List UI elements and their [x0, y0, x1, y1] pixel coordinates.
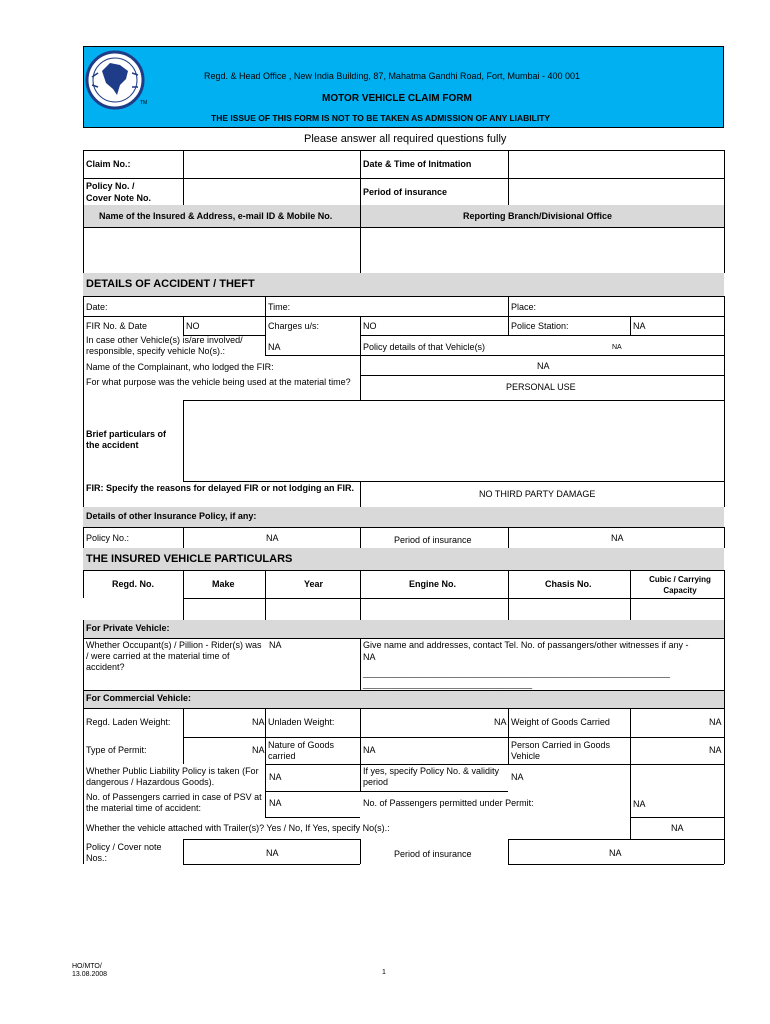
vehicle-year-input[interactable] — [266, 599, 359, 619]
form-date: 13.08.2008 — [72, 971, 108, 978]
intimation-date-label: Date & Time of Initmation — [363, 159, 472, 169]
occupants-value[interactable]: NA — [269, 640, 282, 650]
charges-label: Charges u/s: — [268, 321, 320, 331]
witness-label: Give name and addresses, contact Tel. No. of passangers/other witnesses if any - — [363, 640, 689, 650]
policy-no-input[interactable] — [184, 179, 359, 204]
nature-goods-value[interactable]: NA — [363, 745, 376, 755]
other-vehicle-label: In case other Vehicle(s) is/are involved/ responsible, specify vehicle No(s).: — [86, 335, 243, 356]
policy-no-label: Policy No. / — [86, 181, 135, 191]
police-station-label: Police Station: — [511, 321, 569, 331]
policy-details-label: Policy details of that Vehicle(s) — [363, 342, 486, 352]
col-engine-no: Engine No. — [409, 579, 456, 589]
col-regd-no: Regd. No. — [112, 579, 154, 589]
company-logo — [84, 47, 148, 113]
col-make: Make — [212, 579, 235, 589]
col-chasis-no: Chasis No. — [545, 579, 592, 589]
accident-section-title: DETAILS OF ACCIDENT / THEFT — [86, 278, 255, 290]
cover-note-label: Policy / Cover note Nos.: — [86, 842, 162, 863]
validity-value[interactable]: NA — [511, 772, 524, 782]
claim-no-input[interactable] — [184, 151, 359, 177]
persons-carried-value[interactable]: NA — [709, 745, 722, 755]
police-station-value[interactable]: NA — [633, 321, 646, 331]
policy-details-value[interactable]: NA — [612, 344, 622, 351]
goods-weight-value[interactable]: NA — [709, 717, 722, 727]
accident-time-label: Time: — [268, 302, 291, 312]
other-period-value[interactable]: NA — [611, 533, 624, 543]
liability-disclaimer: THE ISSUE OF THIS FORM IS NOT TO BE TAKEN AS ADMISSION OF ANY LIABILITY — [211, 113, 551, 123]
permit-type-value[interactable]: NA — [252, 745, 265, 755]
period-input[interactable] — [509, 179, 723, 204]
psv-value[interactable]: NA — [269, 798, 282, 808]
charges-value[interactable]: NO — [363, 321, 377, 331]
other-period-label: Period of insurance — [394, 535, 472, 545]
vehicle-section-title: THE INSURED VEHICLE PARTICULARS — [86, 553, 293, 565]
permitted-value[interactable]: NA — [633, 799, 646, 809]
other-policy-value[interactable]: NA — [266, 533, 279, 543]
unladen-weight-label: Unladen Weight: — [268, 717, 335, 727]
private-heading: For Private Vehicle: — [86, 623, 170, 633]
tm-mark: TM — [140, 100, 148, 106]
claim-no-label: Claim No.: — [86, 159, 131, 169]
branch-input[interactable] — [361, 228, 723, 272]
commercial-period-value[interactable]: NA — [609, 848, 622, 858]
trailer-label: Whether the vehicle attached with Trailer(s)? Yes / No, If Yes, specify No(s).: — [86, 823, 390, 833]
permit-type-label: Type of Permit: — [86, 745, 147, 755]
page-number: 1 — [382, 969, 386, 976]
goods-weight-label: Weight of Goods Carried — [511, 717, 610, 727]
vehicle-make-input[interactable] — [184, 599, 264, 619]
witness-line-1[interactable]: _____________________________________________________________________ — [363, 669, 670, 678]
fir-label: FIR No. & Date — [86, 321, 148, 331]
vehicle-chasis-input[interactable] — [509, 599, 629, 619]
branch-label: Reporting Branch/Divisional Office — [463, 211, 613, 221]
persons-carried-label: Person Carried in Goods Vehicle — [511, 740, 611, 761]
form-title: MOTOR VEHICLE CLAIM FORM — [322, 93, 472, 104]
col-year: Year — [304, 579, 324, 589]
cover-note-label: Cover Note No. — [86, 193, 152, 203]
brief-particulars-input[interactable] — [184, 401, 723, 480]
fir-value[interactable]: NO — [186, 321, 200, 331]
witness-value[interactable]: NA — [363, 652, 376, 662]
office-address: Regd. & Head Office , New India Building, 87, Mahatma Gandhi Road, Fort, Mumbai - 400 001 — [204, 71, 581, 81]
permitted-label: No. of Passengers permitted under Permit: — [363, 798, 534, 808]
commercial-period-label: Period of insurance — [394, 849, 472, 859]
form-code: HO/MTO/ — [72, 963, 102, 970]
laden-weight-value[interactable]: NA — [252, 717, 265, 727]
unladen-weight-value[interactable]: NA — [494, 717, 507, 727]
commercial-heading: For Commercial Vehicle: — [86, 693, 192, 703]
insured-address-input[interactable] — [84, 228, 359, 272]
witness-line-2[interactable]: ______________________________________ — [363, 680, 533, 689]
validity-label: If yes, specify Policy No. & validity period — [363, 766, 500, 787]
complainant-value[interactable]: NA — [537, 361, 550, 371]
insured-name-label: Name of the Insured & Address, e-mail ID & Mobile No. — [99, 211, 333, 221]
other-policy-label: Policy No.: — [86, 533, 130, 543]
vehicle-capacity-input[interactable] — [631, 599, 723, 619]
period-label: Period of insurance — [363, 187, 448, 197]
col-capacity: Cubic / Carrying Capacity — [649, 575, 711, 595]
other-insurance-label: Details of other Insurance Policy, if any: — [86, 511, 257, 521]
liability-value[interactable]: NA — [269, 772, 282, 782]
brief-particulars-label: Brief particulars of the accident — [86, 429, 167, 450]
fir-delay-value[interactable]: NO THIRD PARTY DAMAGE — [479, 489, 596, 499]
fir-delay-label: FIR: Specify the reasons for delayed FIR or not lodging an FIR. — [86, 483, 355, 493]
purpose-value[interactable]: PERSONAL USE — [506, 382, 576, 392]
private-band — [83, 620, 724, 638]
complainant-label: Name of the Complainant, who lodged the FIR: — [86, 362, 274, 372]
nature-goods-label: Nature of Goods carried — [268, 740, 335, 761]
occupants-label: Whether Occupant(s) / Pillion - Rider(s) was / were carried at the material time of accident? — [86, 640, 262, 672]
other-vehicle-value[interactable]: NA — [268, 342, 281, 352]
accident-date-label: Date: — [86, 302, 108, 312]
trailer-value[interactable]: NA — [671, 823, 684, 833]
laden-weight-label: Regd. Laden Weight: — [86, 717, 171, 727]
cover-note-value[interactable]: NA — [266, 848, 279, 858]
accident-place-label: Place: — [511, 302, 537, 312]
intimation-date-input[interactable] — [509, 151, 723, 177]
psv-label: No. of Passengers carried in case of PSV at the material time of accident: — [86, 792, 262, 813]
vehicle-engine-input[interactable] — [361, 599, 507, 619]
purpose-label: For what purpose was the vehicle being used at the material time? — [86, 377, 351, 387]
instruction-text: Please answer all required questions fully — [304, 133, 507, 145]
liability-label: Whether Public Liability Policy is taken (For dangerous / Hazardous Goods). — [86, 766, 259, 787]
